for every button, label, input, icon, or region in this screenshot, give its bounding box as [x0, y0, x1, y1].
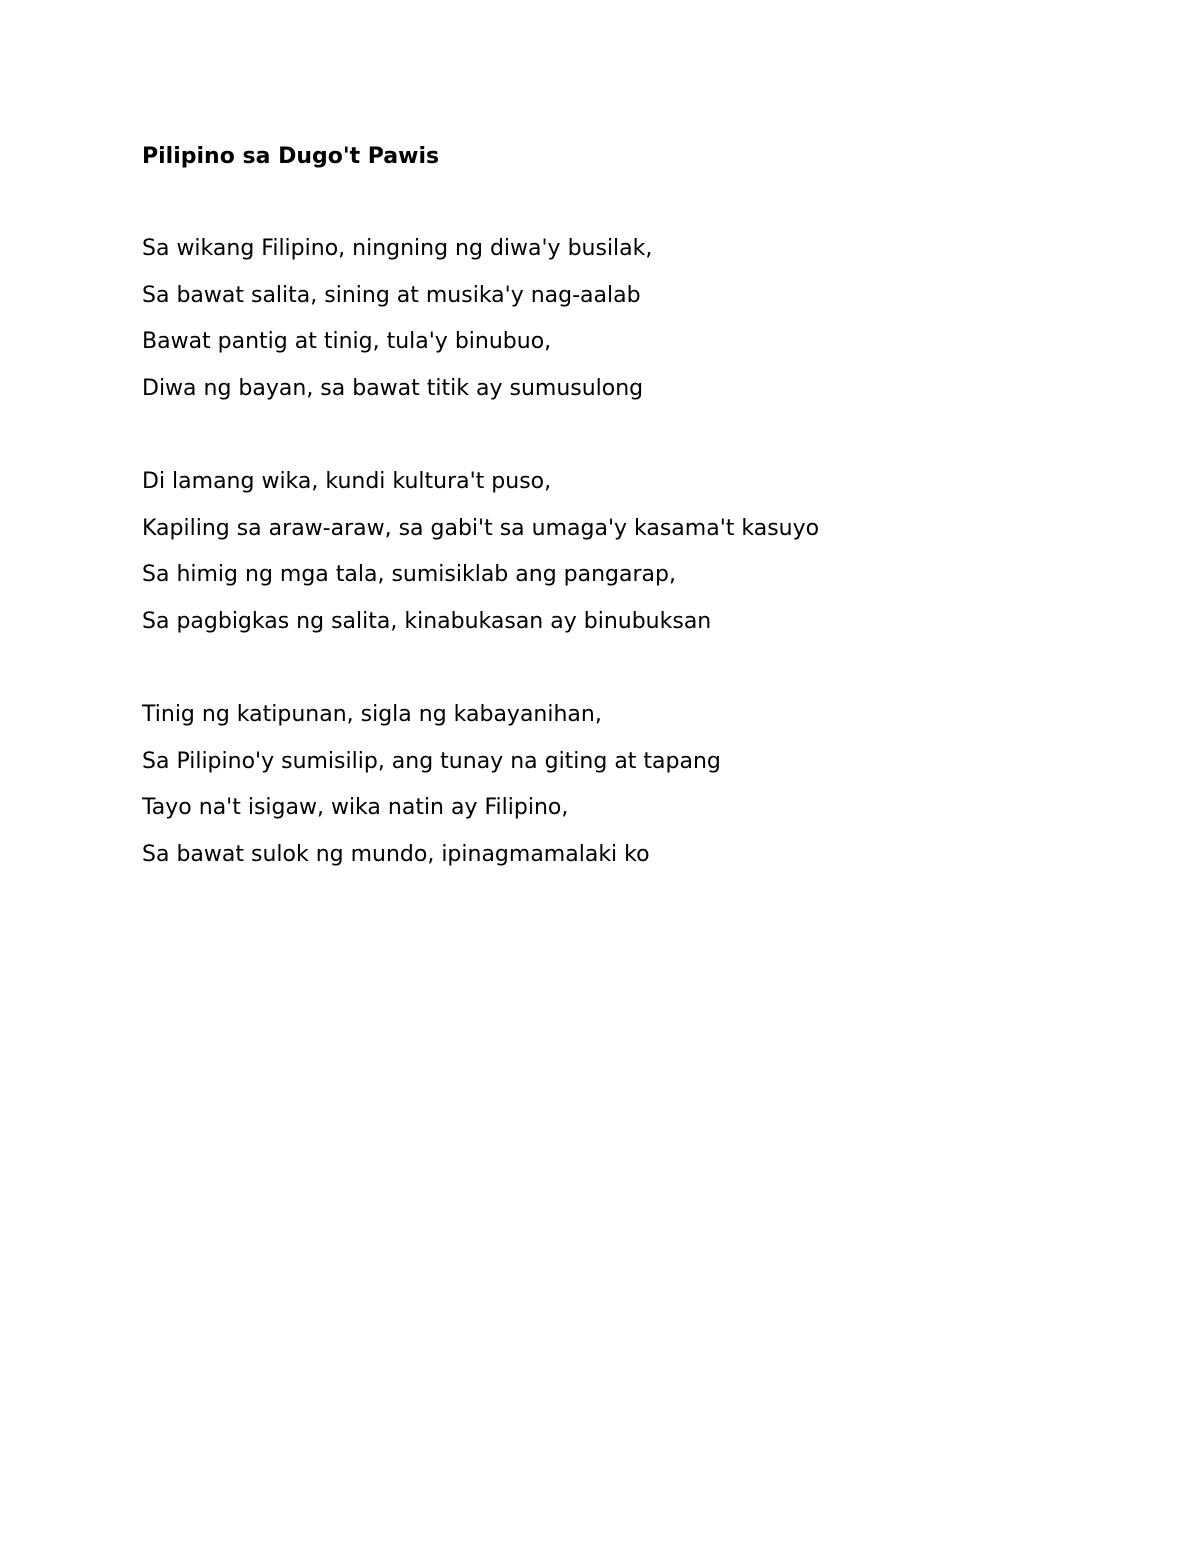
poem-line: Kapiling sa araw-araw, sa gabi't sa umaga'y kasama't kasuyo [142, 515, 820, 541]
poem-line: Sa Pilipino'y sumisilip, ang tunay na giting at tapang [142, 748, 721, 774]
poem-line: Di lamang wika, kundi kultura't puso, [142, 469, 552, 494]
stanza-1 [142, 234, 652, 412]
stanza-2 [142, 467, 819, 645]
poem-line: Sa bawat salita, sining at musika'y nag-aalab [142, 282, 641, 308]
poem-line: Sa pagbigkas ng salita, kinabukasan ay binubuksan [142, 608, 712, 634]
poem-line: Bawat pantig at tinig, tula'y binubuo, [142, 329, 552, 354]
poem-title: Pilipino sa Dugo't Pawis [142, 144, 440, 169]
poem-line: Tayo na't isigaw, wika natin ay Filipino, [142, 795, 569, 820]
poem-line: Sa himig ng mga tala, sumisiklab ang pangarap, [142, 562, 676, 587]
stanza-3 [142, 700, 721, 878]
poem-line: Sa bawat sulok ng mundo, ipinagmamalaki ko [142, 841, 650, 867]
poem-line: Sa wikang Filipino, ningning ng diwa'y busilak, [142, 236, 653, 261]
poem-line: Diwa ng bayan, sa bawat titik ay sumusulong [142, 375, 644, 401]
poem-line: Tinig ng katipunan, sigla ng kabayanihan, [142, 702, 602, 727]
